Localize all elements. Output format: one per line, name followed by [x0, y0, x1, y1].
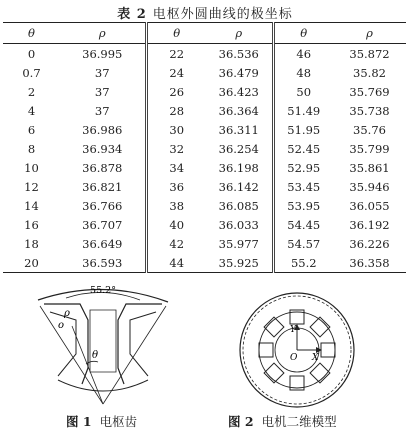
table-cell: 8: [27, 141, 36, 156]
armature-tooth-figure: [28, 280, 178, 408]
table-cell: 40: [169, 217, 185, 232]
table-row: [3, 215, 406, 234]
table-row: [3, 196, 406, 215]
table-cell: 20: [24, 255, 39, 270]
table-row: [3, 82, 406, 101]
table-cell: 36.033: [206, 215, 273, 234]
table-cell: 36.821: [60, 177, 146, 196]
table-cell: 42: [169, 236, 185, 251]
table-cell: 35.769: [349, 84, 390, 99]
column-header: ρ: [60, 23, 146, 44]
table-cell: 36.536: [206, 44, 273, 64]
table-cell: 28: [169, 103, 185, 118]
table-cell: 51.49: [287, 103, 321, 118]
table-cell: 36.192: [349, 217, 390, 232]
table-row: [3, 234, 406, 253]
table-row: [3, 139, 406, 158]
theta-label: θ: [92, 350, 99, 361]
table-cell: 50: [296, 84, 312, 99]
table-cell: 38: [169, 198, 185, 213]
table-cell: 51.95: [287, 122, 321, 137]
x-axis-label: X: [312, 353, 319, 363]
figure1-caption-label: 图 1: [66, 414, 92, 429]
table-cell: 6: [27, 122, 36, 137]
table-cell: 53.95: [287, 198, 321, 213]
table-cell: 36.226: [349, 236, 390, 251]
table-cell: 36.649: [60, 234, 146, 253]
column-header: θ: [300, 26, 308, 40]
figure1-caption: [66, 412, 137, 430]
figure2-caption: [228, 412, 337, 430]
table-cell: 12: [24, 179, 39, 194]
table-caption-text: 电枢外圆曲线的极坐标: [152, 7, 293, 22]
table-cell: 48: [296, 65, 312, 80]
table-cell: 36.707: [60, 215, 146, 234]
table-cell: 44: [169, 255, 185, 270]
table-cell: 35.738: [349, 103, 390, 118]
table-cell: 55.2: [290, 255, 317, 270]
column-header: θ: [173, 26, 181, 40]
table-caption-label: 表 2: [117, 7, 147, 22]
table-cell: 54.45: [287, 217, 321, 232]
table-cell: 37: [60, 101, 146, 120]
table-cell: 24: [169, 65, 185, 80]
y-axis-label: Y: [290, 325, 296, 335]
table-cell: 22: [169, 46, 185, 61]
table-cell: 46: [296, 46, 312, 61]
table-cell: 36.479: [206, 63, 273, 82]
table-header-row: [3, 23, 406, 44]
rho-label: ρ: [64, 308, 70, 319]
column-header: θ: [28, 26, 35, 40]
table-caption: [0, 3, 410, 22]
table-cell: 36.423: [206, 82, 273, 101]
table-cell: 36.995: [60, 44, 146, 64]
column-header: ρ: [366, 26, 373, 40]
table-cell: 36.593: [60, 253, 146, 273]
table-cell: 35.977: [206, 234, 273, 253]
table-cell: 37: [60, 63, 146, 82]
table-row: [3, 120, 406, 139]
table-cell: 54.57: [287, 236, 321, 251]
table-cell: 10: [24, 160, 39, 175]
polar-coordinate-table: [3, 22, 406, 273]
angle-label: 55.2°: [90, 285, 116, 296]
table-row: [3, 253, 406, 273]
table-cell: 36: [169, 179, 185, 194]
table-cell: 53.45: [287, 179, 321, 194]
table-cell: 36.364: [206, 101, 273, 120]
figure2-caption-label: 图 2: [228, 414, 254, 429]
table-cell: 36.986: [60, 120, 146, 139]
table-row: [3, 158, 406, 177]
table-cell: 36.142: [206, 177, 273, 196]
table-cell: 35.861: [349, 160, 390, 175]
table-cell: 36.055: [349, 198, 390, 213]
table-cell: 30: [169, 122, 185, 137]
table-cell: 16: [24, 217, 39, 232]
column-header: ρ: [206, 23, 273, 44]
figure1-caption-text: 电枢齿: [99, 414, 138, 429]
table-cell: 36.766: [60, 196, 146, 215]
table-cell: 26: [169, 84, 185, 99]
table-cell: 18: [24, 236, 39, 251]
table-cell: 35.799: [349, 141, 390, 156]
table-cell: 35.946: [349, 179, 390, 194]
table-cell: 35.76: [353, 122, 386, 137]
table-cell: 0.7: [22, 65, 41, 80]
table-cell: 34: [169, 160, 185, 175]
table-cell: 36.358: [349, 255, 390, 270]
table-cell: 36.311: [206, 120, 273, 139]
table-row: [3, 63, 406, 82]
table-row: [3, 177, 406, 196]
table-cell: 52.45: [287, 141, 321, 156]
table-cell: 0: [27, 46, 36, 61]
table-cell: 35.925: [206, 253, 273, 273]
table-cell: 4: [27, 103, 36, 118]
table-cell: 36.934: [60, 139, 146, 158]
table-row: [3, 44, 406, 64]
table-cell: 35.872: [349, 46, 390, 61]
table-cell: 14: [24, 198, 39, 213]
table-cell: 36.878: [60, 158, 146, 177]
o-label: o: [58, 320, 65, 331]
table-cell: 2: [27, 84, 36, 99]
figure2-caption-text: 电机二维模型: [261, 414, 337, 429]
table-cell: 36.198: [206, 158, 273, 177]
table-cell: 37: [60, 82, 146, 101]
table-body: [3, 44, 406, 273]
motor-model-figure: [232, 292, 362, 408]
table-cell: 36.254: [206, 139, 273, 158]
table-row: [3, 101, 406, 120]
origin-label: O: [290, 353, 298, 363]
table-cell: 35.82: [353, 65, 386, 80]
table-cell: 36.085: [206, 196, 273, 215]
table-cell: 32: [169, 141, 185, 156]
table-cell: 52.95: [287, 160, 321, 175]
